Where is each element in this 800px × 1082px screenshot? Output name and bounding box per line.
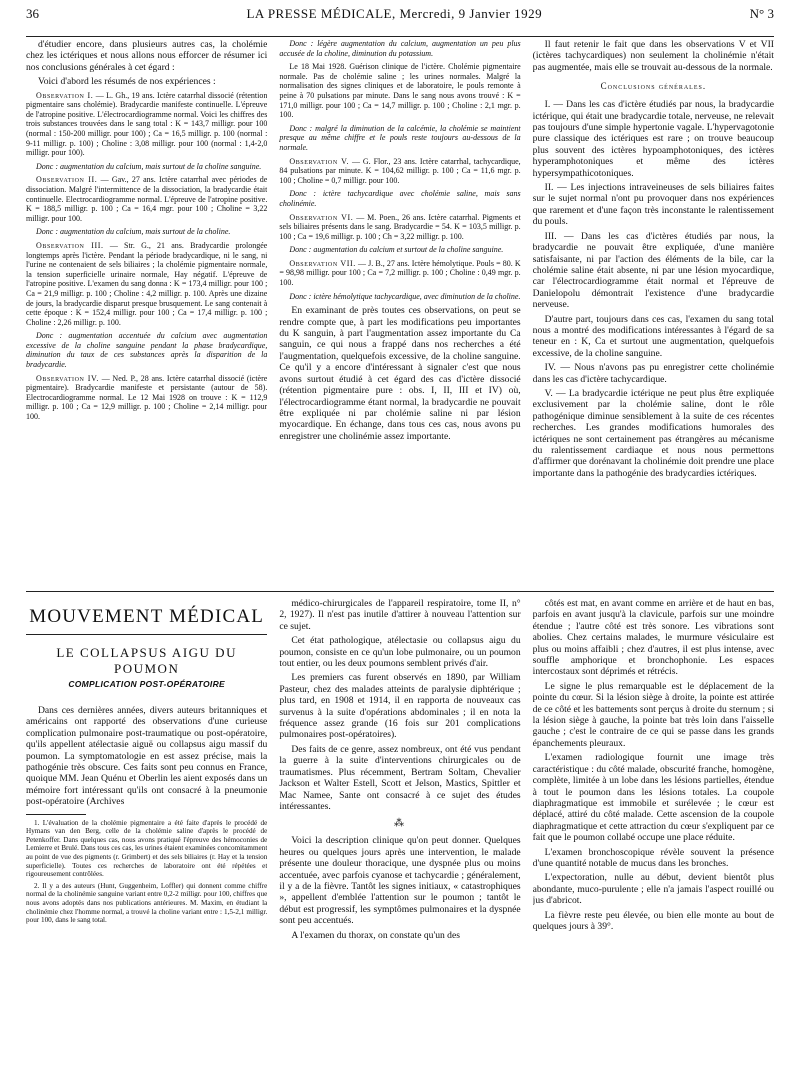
observation-label: Observation I. — [36, 90, 94, 100]
observation-note: Donc : augmentation accentuée du calcium avec augmentation excessive de la choline sanguine pendant la phase bradycardique, diminution du taux de ces substances après la disparition de la bradycardie. — [26, 331, 268, 370]
paragraph: A l'examen du thorax, on constate qu'un des — [291, 929, 460, 941]
bottom-column-3 — [533, 598, 774, 1068]
journal-title: LA PRESSE MÉDICALE, Mercredi, 9 Janvier 1929 — [246, 6, 543, 21]
divider — [26, 634, 267, 635]
observation-5 — [279, 157, 520, 186]
conclusion-1: I. — Dans les cas d'ictère étudiés par nous, la bradycardie ictérique, qui était une bradycardie totale, nerveuse, ne relevait pas toujours d'une simple hypertonie vagale. L'hypervagotonie pure classique des ictériques est rare ; on trouve beaucoup plus souvent des ictères hypoamphotoniques, des ictères hyperamphotoniques et même des ictères hypersympathicotoniques. — [532, 99, 774, 179]
conclusion-2: II. — Les injections intraveineuses de sels biliaires faites sur le sujet normal n'ont pu provoquer dans nos expériences que rarement et d'une façon très inconstante le ralentissement du pouls. — [532, 182, 774, 228]
conclusion-5: V. — La bradycardie ictérique ne peut plus être expliquée exclusivement par la cholémie saline, dont le rôle pathogénique diminue sensiblement à la suite de ces récentes recherches. Les grandes modifications humorales des ictériques ne sont certainement pas étrangères au mécanisme du ralentissement cardiaque et nous nous permettons d'affirmer que dorénavant la cholinémie doit prendre une place importante dans la pathogénie des bradycardies ictériques. — [532, 387, 774, 479]
paragraph: Des faits de ce genre, assez nombreux, ont été vus pendant la guerre à la suite d'interventions chirurgicales ou de traumatismes. Plus récemment, Bertram Soltam, Chevalier Jackson et Walter Estell, Scott et Jelson, Mastics, Spittler et Mac Namee, Sante ont consacré à ce sujet des études intéressantes. — [279, 743, 521, 812]
footnote-2: 2. Il y a des auteurs (Hunt, Guggenheim, Loffler) qui donnent comme chiffre normal de la cholinémie sanguine variant entre 0,2-2 milligr. pour 100, chiffres que nous avons adoptés dans nos publications antérieures. M. Maxim, en étudiant la cholinémie chez l'homme normal, a trouvé la choline variant entre : 1,5-2,1 milligr. pour 100, dans le sang total. — [26, 881, 268, 925]
mouvement-medical-section — [26, 592, 774, 1068]
observation-1 — [26, 91, 267, 158]
article-continuation — [26, 37, 774, 591]
observation-note: Donc : malgré la diminution de la calcémie, la cholémie se maintient presque au même chiffre et le pouls reste toujours au-dessous de la normale. — [279, 123, 521, 152]
observation-text: — J. B., 27 ans. Ictère hémolytique. Pouls = 80. K = 98,98 milligr. pour 100 ; Ca = 7,2 milligr. p. 100 ; Choline : 0,49 mgr. p. 100. — [279, 258, 521, 288]
paragraph: Dans ces dernières années, divers auteurs britanniques et américains ont rapporté des observations d'une curieuse complication pulmonaire post-traumatique ou post-opératoire, qu'ils appellent atélectasie aiguë ou collapsus aigu massif du poumon. La symptomatologie en est assez précise, mais la pathogénie très obscure. Ces faits sont peu connus en France, quoique MM. Jean Quénu et Oberlin les aient exposés dans un mémoire fort intéressant qu'ils ont consacré à la pneumonie post-opératoire (Archives — [26, 705, 268, 808]
observation-label: Observation III. — [36, 240, 104, 250]
paragraph: côtés est mat, en avant comme en arrière et de haut en bas, parfois en avant jusqu'à la clavicule, parfois sur une moindre étendue ; l'autre côté est très sonore. Les vibrations sont abolies. Chez certains malades, le murmure vésiculaire est plus ou moins affaibli ; chez d'autres, il est plus intense, avec souffle amphorique et bronchophonie. Les espaces intercostaux sont déprimés et rétrécis. — [532, 598, 774, 678]
conclusion-3: III. — Dans les cas d'ictères étudiés par nous, la bradycardie ne pouvait être expliquée, d'une manière satisfaisante, ni par l'action des éléments de la bile, car la cholémie saline était absente, ni par une lésion myocardique, car l'électrocardiogramme était normal et l'épreuve de Danielopolu démontrait l'existence d'une bradycardie nerveuse. — [532, 230, 774, 311]
paragraph: Il faut retenir le fait que dans les observations V et VII (ictères tachycardiques) non seulement la cholinémie n'était pas augmentée, mais elle se trouvait au-dessous de la normale. — [532, 39, 774, 73]
paragraph: d'étudier encore, dans plusieurs autres cas, la cholémie chez les ictériques et nous allons nous efforcer de résumer ici nos conclusions générales à cet égard : — [26, 39, 268, 73]
observation-note: Donc : augmentation du calcium, mais surtout de la choline. — [36, 227, 231, 237]
paragraph: La fièvre reste peu élevée, ou bien elle monte au bout de quelques jours à 39°. — [532, 909, 774, 932]
section-header — [26, 598, 267, 705]
observation-7 — [279, 259, 520, 288]
paragraph: médico-chirurgicales de l'appareil respiratoire, tome II, n° 2, 1927). Il n'est pas inutile d'attirer à nouveau l'attention sur ce sujet. — [279, 598, 521, 632]
footnote-rule — [26, 814, 86, 815]
observation-label: Observation VII. — [289, 258, 356, 268]
paragraph: Voici d'abord les résumés de nos expériences : — [38, 76, 216, 88]
paragraph: Voici la description clinique qu'on peut donner. Quelques heures ou quelques jours après une intervention, le malade présente une douleur thoracique, une dyspnée plus ou moins accentuée, avec parfois cyanose et tachycardie ; généralement, il y a de la fièvre. Tantôt les signes initiaux, « catastrophiques », appellent d'emblée l'attention sur le poumon ; tantôt le début est progressif, les symptômes pulmonaires et la dyspnée sont peu accentués. — [279, 835, 521, 927]
observation-note: Donc : augmentation du calcium et surtout de la choline sanguine. — [289, 245, 504, 255]
observation-note: Donc : augmentation du calcium, mais surtout de la choline sanguine. — [36, 161, 262, 171]
observation-text: — Ned. P., 28 ans. Ictère catarrhal dissocié (ictère pigmentaire). Bradycardie manifeste et persistante (autour de 58). Electrocardiogramme normal. Le 12 Mai 1928 on trouve : K = 112,9 milligr. p. 100 ; Ca = 12,9 milligr. p. 100 ; Choline = 2,14 milligr. pour 100. — [26, 373, 268, 422]
observation-4 — [26, 374, 267, 422]
observation-note: Donc : ictère tachycardique avec cholémie saline, mais sans cholinémie. — [279, 189, 521, 208]
paragraph: L'examen radiologique fournit une image très caractéristique : du côté malade, obscurité franche, homogène, complète, limitée à un lobe dans les lésions partielles, étendue à tout le poumon dans les lésions totales. La coupole diaphragmatique est immobile et surélevée ; le cœur est déplacé, attiré du côté malade. Cette ascension de la coupole diaphragmatique et cette attraction du cœur s'expliquent par ce fait que le poumon collabé occupe une place réduite. — [532, 752, 774, 844]
observation-text: — G. Flor., 23 ans. Ictère catarrhal, tachycardique, 84 pulsations par minute. K = 104,62 milligr. p. 100 ; Ca = 11,6 mgr. p. 100 ; Choline = 0,7 milligr. pour 100. — [279, 156, 521, 185]
conclusion-4: IV. — Nous n'avons pas pu enregistrer cette cholinémie dans les cas d'ictère tachycardique. — [532, 362, 774, 385]
page-number: 36 — [26, 6, 39, 21]
bottom-column-2 — [279, 598, 520, 1068]
observation-label: Observation VI. — [289, 212, 354, 222]
paragraph: L'expectoration, nulle au début, devient bientôt plus abondante, muco-purulente ; elle n'a jamais l'aspect rouillé ou jus d'abricot. — [532, 872, 774, 907]
top-column-1 — [26, 39, 267, 591]
observation-text: — M. Poen., 26 ans. Ictère catarrhal. Pigments et sels biliaires présents dans le sang. Bradycardie = 54. K = 103,5 milligr. p. 100 ; Ca = 19,6 milligr. p. 100 ; Ch = 3,22 milligr. p. 100. — [279, 212, 521, 241]
asterism: ⁂ — [393, 818, 406, 830]
section-title: MOUVEMENT MÉDICAL — [29, 606, 265, 627]
conclusions-heading: Conclusions générales. — [600, 81, 707, 92]
conclusion-3-continued: D'autre part, toujours dans ces cas, l'examen du sang total nous a montré des modifications intéressantes à l'égard de sa teneur en : K, Ca et surtout une augmentation, quelquefois excessive, de la choline sanguine. — [532, 313, 774, 359]
top-column-2 — [279, 39, 520, 591]
observation-3 — [26, 241, 267, 327]
observation-text: Le 18 Mai 1928. Guérison clinique de l'ictère. Cholémie pigmentaire normale. Pas de cholémie saline ; les urines normales. Malgré la normalisation des signes cliniques et de laboratoire, le pouls remonte à peine à 70 pulsations par minute. Dans le sang nous avons trouvé : K = 171,0 milligr. pour 100 ; Ca = 14,7 milligr. p. 100 ; Choline : 2,1 mgr. p. 100. — [279, 62, 521, 120]
paragraph: Cet état pathologique, atélectasie ou collapsus aigu du poumon, consiste en ce qu'un lobe pulmonaire, ou un poumon tout entier, ou les deux poumons semblent privés d'air. — [279, 635, 521, 670]
bottom-column-1 — [26, 598, 267, 1068]
paragraph: Les premiers cas furent observés en 1890, par William Pasteur, chez des malades atteints de paralysie diphtérique ; plus tard, en 1908 et 1914, il en rapporta de nouveaux cas survenus à la suite d'opérations abdominales ; il en nota la fréquence assez grande (16 fois sur 201 complications pulmonaires post-opératoires). — [279, 672, 521, 741]
observation-note: Donc : légère augmentation du calcium, augmentation un peu plus accusée de la choline, diminution du potassium. — [279, 39, 521, 58]
article-title: LE COLLAPSUS AIGU DU POUMON — [56, 645, 237, 676]
issue-number: N° 3 — [749, 6, 774, 21]
observation-label: Observation II. — [36, 175, 98, 185]
observation-label: Observation V. — [289, 156, 350, 166]
article-subtitle: COMPLICATION POST-OPÉRATOIRE — [68, 679, 225, 689]
running-header — [26, 0, 774, 37]
observation-2 — [26, 175, 267, 223]
observation-6 — [279, 213, 520, 242]
observation-text: — Str. G., 21 ans. Bradycardie prolongée longtemps après l'ictère. Pendant la période bradycardique, ni le sang, ni l'urine ne contenaient de sels biliaires ; la cholémie pigmentaire normale, la tension superficielle urinaire normale, Hay négatif. L'épreuve de l'atropine positive. L'examen du sang donna : K = 173,4 milligr. pour 100 ; Ca = 21,9 milligr. p. 100 ; Choline : 4,2 milligr. p. 100. Après une dizaine de jours, la bradycardie disparut presque brusquement. Le sang contenait à cette époque : K = 152,4 milligr. pour 100 ; Ca = 17,4 milligr. p. 100 ; Choline : 2,26 milligr. p. 100. — [26, 240, 268, 327]
observation-text: — Gav., 27 ans. Ictère catarrhal avec périodes de dissociation. Malgré l'intermittence de la dissociation, la bradycardie était continuelle. Electrocardiogramme normal. L'épreuve de l'atropine positive. K = 188,5 milligr. p. 100 ; Ca = 16,4 mgr. pour 100 ; Choline = 3,22 milligr. pour 100. — [26, 175, 268, 223]
footnote-1: 1. L'évaluation de la cholémie pigmentaire a été faite d'après le procédé de Hymans van den Berg, celle de la cholémie saline d'après le procédé de Petenkoffer. Dans quelques cas, nous avons pratiqué l'épreuve des hémoconies de Lemierre et Brulé. Dans tous ces cas, les urines étaient examinées concomitamment au point de vue des pigments (r. Grimbert) et des sels biliaires (r. Hay et la tension superficielle). Toutes ces recherches de laboratoire ont été répétées et rigoureusement contrôlées. — [26, 818, 268, 879]
observation-label: Observation IV. — [36, 373, 99, 383]
top-column-3 — [533, 39, 774, 591]
observation-text: — L. Gh., 19 ans. Ictère catarrhal dissocié (rétention pigmentaire sans cholémie). Bradycardie manifeste continuelle. L'épreuve de l'atropine positive. L'électrocardiogramme normal. Voici les chiffres des trois substances trouvées dans le sang total : K = 143,7 milligr. pour 100 (normal : 150-200 milligr. pour 100) ; Ca = 16,5 milligr. p. 100 (normal : 9-11 milligr. p. 100) ; Choline : 3,08 milligr. pour 100 (normal : 1,4-2,0 milligr. pour 100). — [26, 90, 268, 158]
paragraph: L'examen bronchoscopique révèle souvent la présence d'une quantité notable de mucus dans les bronches. — [532, 846, 774, 869]
paragraph: Le signe le plus remarquable est le déplacement de la pointe du cœur. Si la lésion siège à droite, la pointe est attirée de ce côté et les battements sont perçus à droite du sternum ; si la lésion siège à gauche, la pointe bat très loin dans l'aisselle gauche ; c'est le contraire de ce qui se passe dans les grands épanchements pleuraux. — [532, 680, 774, 749]
observation-note: Donc : ictère hémolytique tachycardique, avec diminution de la choline. — [289, 291, 521, 301]
paragraph: En examinant de près toutes ces observations, on peut se rendre compte que, à part les modifications peu importantes du K sanguin, à part l'augmentation assez importante du Ca sanguin, ce qui nous a frappé dans nos recherches a été l'augmentation, quelquefois excessive, de la choline sanguine. Ce qu'il y a encore d'intéressant à signaler c'est que nous avons surtout étudié à cet égard des cas d'ictère dissocié (rétention pigmentaire pure : obs. I, II, III et IV) où, l'électrocardiogramme étant normal, la bradycardie ne pouvait être expliquée ni par cholémie saline ni par lésion myocardique. En échange, dans tous ces cas, nous avons pu enregistrer une cholinémie assez importante. — [279, 305, 521, 442]
